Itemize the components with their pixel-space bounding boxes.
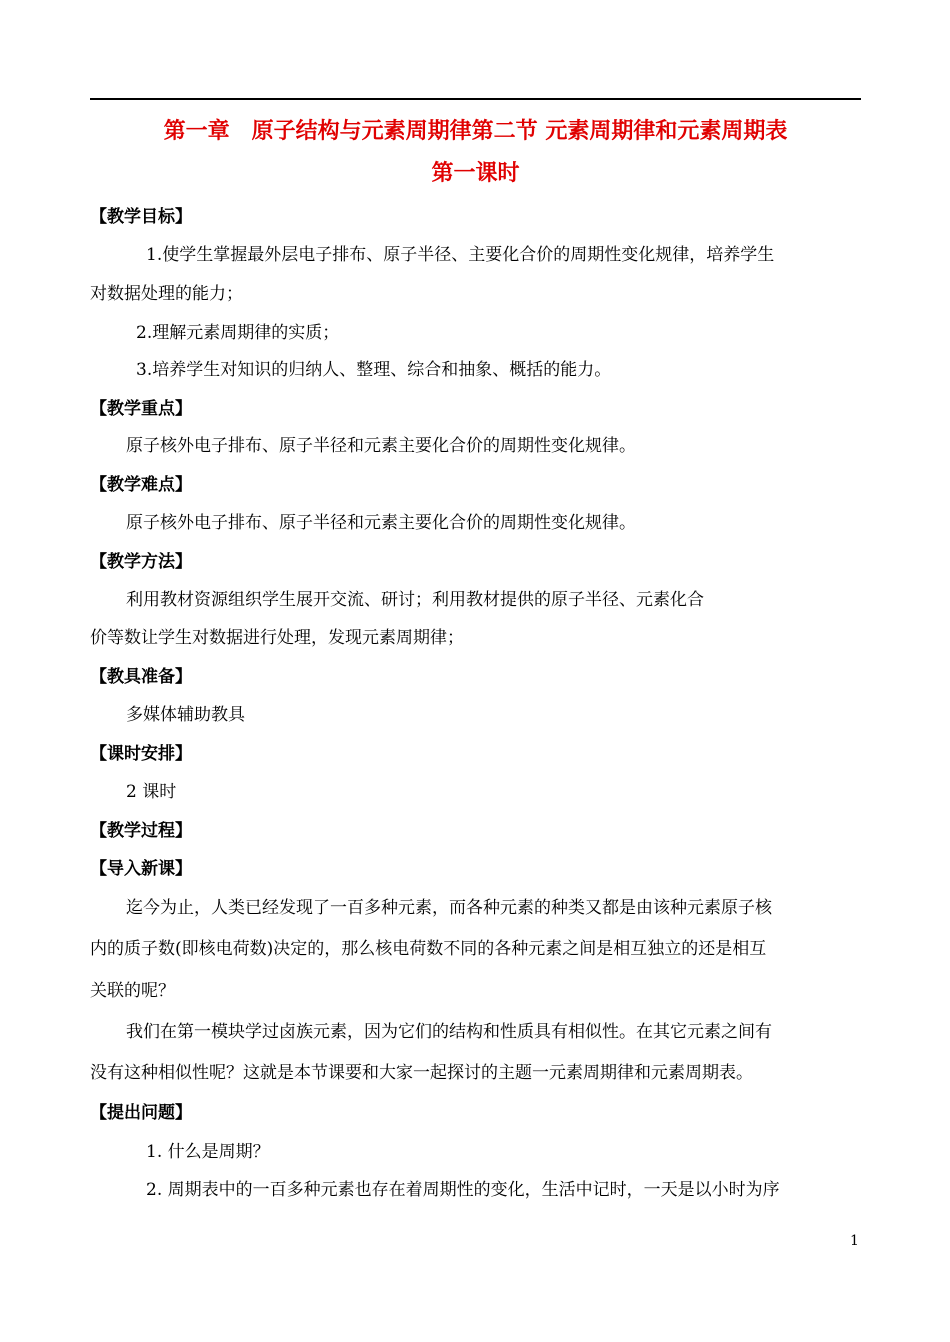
section-heading-key-points: 【教学重点】 — [90, 399, 192, 419]
intro-paragraph-1-line-3: 关联的呢？ — [90, 981, 175, 1001]
methods-text-line-1: 利用教材资源组织学生展开交流、研讨；利用教材提供的原子半径、元素化合 — [126, 590, 704, 610]
section-heading-process: 【教学过程】 — [90, 821, 192, 841]
header-rule — [90, 98, 861, 100]
question-item-1: 1. 什么是周期？ — [146, 1142, 270, 1162]
goal-item-1-line-2: 对数据处理的能力； — [90, 284, 243, 304]
document-subtitle: 第一课时 — [431, 161, 520, 186]
key-points-text: 原子核外电子排布、原子半径和元素主要化合价的周期性变化规律。 — [126, 436, 636, 456]
methods-text-line-2: 价等数让学生对数据进行处理，发现元素周期律； — [90, 628, 464, 648]
document-title: 第一章 原子结构与元素周期律第二节 元素周期律和元素周期表 — [163, 119, 788, 144]
section-heading-goals: 【教学目标】 — [90, 207, 192, 227]
intro-paragraph-1-line-2: 内的质子数(即核电荷数)决定的，那么核电荷数不同的各种元素之间是相互独立的还是相互 — [90, 939, 767, 959]
section-heading-methods: 【教学方法】 — [90, 552, 192, 572]
section-heading-difficulties: 【教学难点】 — [90, 475, 192, 495]
schedule-text: 2 课时 — [126, 782, 177, 802]
section-heading-schedule: 【课时安排】 — [90, 744, 192, 764]
tools-text: 多媒体辅助教具 — [126, 705, 245, 725]
difficulties-text: 原子核外电子排布、原子半径和元素主要化合价的周期性变化规律。 — [126, 513, 636, 533]
goal-item-3: 3.培养学生对知识的归纳人、整理、综合和抽象、概括的能力。 — [136, 360, 612, 380]
question-item-2: 2. 周期表中的一百多种元素也存在着周期性的变化，生活中记时，一天是以小时为序 — [146, 1180, 780, 1200]
section-heading-questions: 【提出问题】 — [90, 1103, 192, 1123]
section-heading-intro: 【导入新课】 — [90, 859, 192, 879]
section-heading-tools: 【教具准备】 — [90, 667, 192, 687]
intro-paragraph-2-line-2: 没有这种相似性呢？这就是本节课要和大家一起探讨的主题一元素周期律和元素周期表。 — [90, 1063, 753, 1083]
intro-paragraph-2-line-1: 我们在第一模块学过卤族元素，因为它们的结构和性质具有相似性。在其它元素之间有 — [126, 1022, 772, 1042]
page-number: 1 — [850, 1233, 859, 1249]
goal-item-1-line-1: 1.使学生掌握最外层电子排布、原子半径、主要化合价的周期性变化规律，培养学生 — [146, 245, 775, 265]
intro-paragraph-1-line-1: 迄今为止，人类已经发现了一百多种元素，而各种元素的种类又都是由该种元素原子核 — [126, 898, 772, 918]
goal-item-2: 2.理解元素周期律的实质； — [136, 323, 340, 343]
